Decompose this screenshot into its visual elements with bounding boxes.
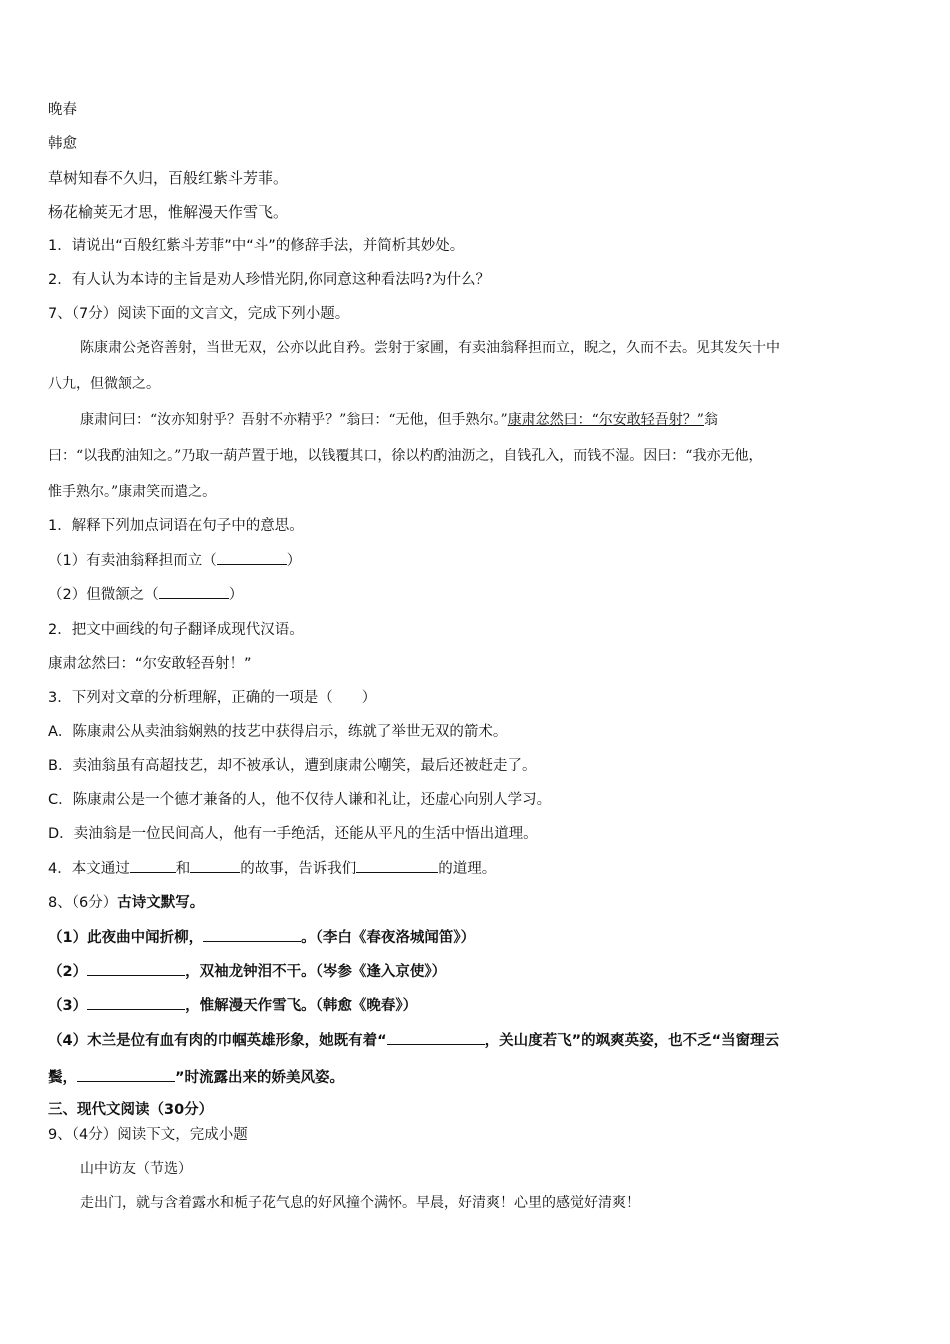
option-b: B．卖油翁虽有高超技艺，却不被承认，遭到康肃公嘲笑，最后还被赶走了。 [48,758,537,774]
answer-blank[interactable] [159,584,229,599]
passage-text: 康肃问曰：“汝亦知射乎？吾射不亦精乎？”翁曰：“无他，但手熟尔。” [80,412,508,428]
option-d: D．卖油翁是一位民间高人，他有一手绝活，还能从平凡的生活中悟出道理。 [48,826,538,842]
recite-text: （3） [48,998,88,1014]
poem-author: 韩愈 [48,136,77,152]
subquestion-3: 3．下列对文章的分析理解，正确的一项是（ ） [48,690,377,706]
passage-paragraph-1a: 陈康肃公尧咨善射，当世无双，公亦以此自矜。尝射于家圃，有卖油翁释担而立，睨之，久而不去。见其发矢十中 [80,340,780,356]
subquestion-text: 的道理。 [438,861,497,877]
passage-paragraph-1b: 八九，但微颔之。 [48,376,160,392]
translate-sentence: 康肃忿然曰：“尔安敢轻吾射！” [48,656,252,672]
article-title: 山中访友（节选） [80,1161,192,1177]
recite-text: 。（李白《春夜洛城闻笛》） [301,930,476,946]
answer-blank[interactable] [217,550,287,565]
answer-blank[interactable] [356,858,438,873]
article-paragraph-1: 走出门，就与含着露水和栀子花气息的好风撞个满怀。早晨，好清爽！心里的感觉好清爽！ [80,1195,640,1211]
recite-text: （1）此夜曲中闻折柳， [48,930,204,946]
subquestion-2: 2．把文中画线的句子翻译成现代汉语。 [48,622,304,638]
option-a: A．陈康肃公从卖油翁娴熟的技艺中获得启示，练就了举世无双的箭术。 [48,724,508,740]
section-title: 三、现代文阅读（30分） [48,1102,214,1118]
underlined-sentence: 康肃忿然曰：“尔安敢轻吾射？” [507,412,704,428]
subquestion-1: 1．解释下列加点词语在句子中的意思。 [48,518,304,534]
answer-blank[interactable] [190,858,240,873]
subquestion-text: 和 [175,861,191,877]
answer-blank[interactable] [87,995,185,1010]
subquestion-text: 4．本文通过 [48,861,130,877]
recite-item-4b [48,1067,344,1088]
poem-line-1: 草树知春不久归，百般红紫斗芳菲。 [48,169,289,187]
recite-text: （2） [48,964,88,980]
question-number: 8、（6分） [48,895,118,911]
subquestion-text: 的故事，告诉我们 [240,861,357,877]
recite-text: 鬓， [48,1070,77,1086]
poem-title: 晚春 [48,102,77,118]
subquestion-1-1 [48,550,301,571]
option-c: C．陈康肃公是一个德才兼备的人，他不仅待人谦和礼让，还虚心向别人学习。 [48,792,552,808]
answer-blank[interactable] [87,961,185,976]
poem-line-2: 杨花榆荚无才思，惟解漫天作雪飞。 [48,203,289,221]
answer-blank[interactable] [77,1067,175,1082]
answer-blank[interactable] [130,858,176,873]
poem-question-1: 1．请说出“百般红紫斗芳菲”中“斗”的修辞手法，并简析其妙处。 [48,238,465,254]
recite-text: ，惟解漫天作雪飞。（韩愈《晚春》） [185,998,418,1014]
passage-paragraph-2b: 曰：“以我酌油知之。”乃取一葫芦置于地，以钱覆其口，徐以杓酌油沥之，自钱孔入，而钱不湿。因曰：“我亦无他， [48,448,763,464]
subquestion-text: （1）有卖油翁释担而立（ [48,553,217,569]
question-title: 古诗文默写。 [117,895,205,911]
recite-text: ”时流露出来的娇美风姿。 [175,1070,345,1086]
passage-text: 翁 [703,412,718,428]
subquestion-text: ） [286,553,302,569]
subquestion-text: ） [228,587,244,603]
recite-item-2 [48,961,446,982]
subquestion-1-2 [48,584,243,605]
recite-item-4a [48,1030,779,1051]
question-7-header: 7、（7分）阅读下面的文言文，完成下列小题。 [48,306,350,322]
passage-paragraph-2a [80,410,718,430]
recite-text: （4）木兰是位有血有肉的巾帼英雄形象，她既有着“ [48,1033,387,1049]
recite-text: ，关山度若飞”的飒爽英姿，也不乏“当窗理云 [484,1033,780,1049]
recite-item-1 [48,927,475,948]
answer-blank[interactable] [203,927,301,942]
subquestion-4 [48,858,496,879]
poem-question-2: 2．有人认为本诗的主旨是劝人珍惜光阴,你同意这种看法吗?为什么？ [48,272,491,288]
answer-blank[interactable] [387,1030,485,1045]
subquestion-text: （2）但微颔之（ [48,587,159,603]
passage-paragraph-2c: 惟手熟尔。”康肃笑而遣之。 [48,484,217,500]
question-9-header: 9、（4分）阅读下文，完成小题 [48,1127,248,1143]
recite-text: ，双袖龙钟泪不干。（岑参《逢入京使》） [185,964,447,980]
question-8-header [48,893,204,913]
recite-item-3 [48,995,417,1016]
